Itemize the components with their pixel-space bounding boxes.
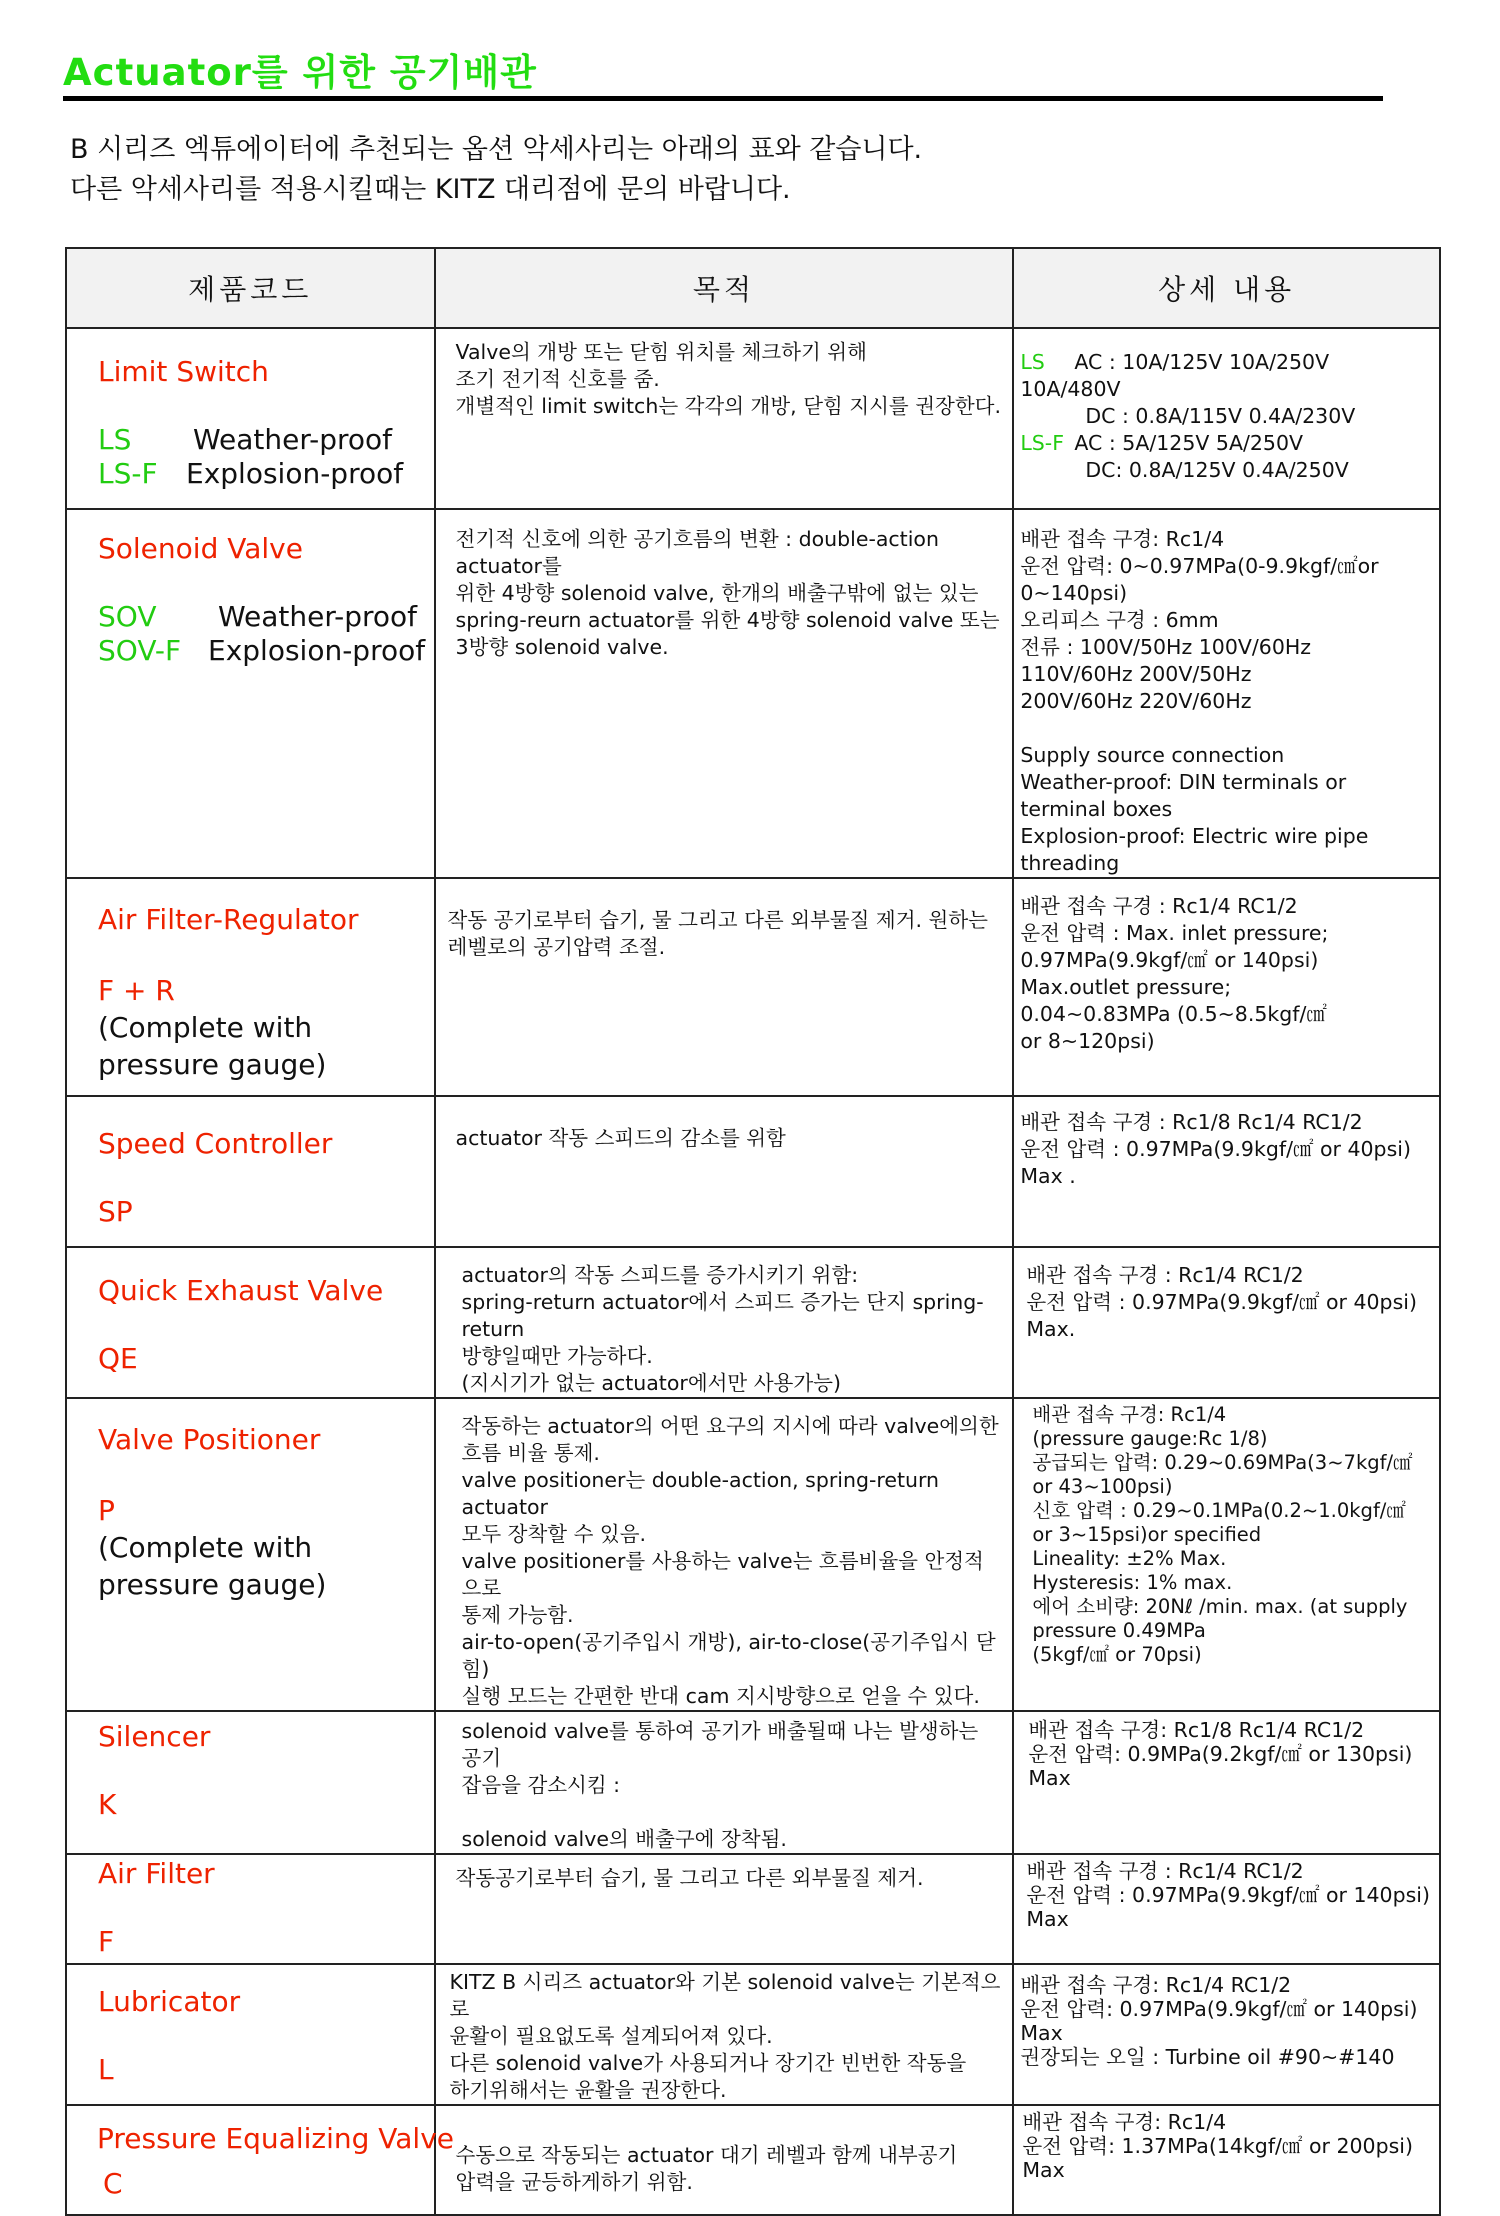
product-code: LS-F [98, 457, 158, 490]
product-name: Silencer [98, 1720, 211, 1753]
detail-line: DC : 0.8A/115V 0.4A/230V [1085, 404, 1356, 428]
product-code: C [103, 2167, 123, 2200]
detail-text: 배관 접속 구경 : Rc1/8 Rc1/4 RC1/2 운전 압력 : 0.97MPa(9.9kgf/㎠ or 40psi) Max . [1020, 1110, 1411, 1188]
detail-text: 배관 접속 구경: Rc1/4 운전 압력: 1.37MPa(14kgf/㎠ or 200psi) Max [1022, 2110, 1413, 2182]
product-type: Weather-proof [193, 423, 392, 456]
column-header-details: 상세 내용 [1013, 248, 1440, 328]
detail-cell [1013, 1964, 1440, 2105]
purpose-cell [435, 1711, 1014, 1854]
detail-text: 배관 접속 구경 : Rc1/4 RC1/2 운전 압력 : 0.97MPa(9.9kgf/㎠ or 40psi) Max. [1026, 1263, 1417, 1341]
product-code: K [98, 1788, 117, 1821]
purpose-text: Valve의 개방 또는 닫힘 위치를 체크하기 위해 조기 전기적 신호를 줌. 개별적인 limit switch는 각각의 개방, 닫힘 지시를 권장한다. [455, 340, 1001, 418]
detail-text: 배관 접속 구경 : Rc1/4 RC1/2 운전 압력 : 0.97MPa(9.9kgf/㎠ or 140psi) Max [1026, 1859, 1430, 1931]
detail-cell [1013, 2105, 1440, 2215]
purpose-text: 전기적 신호에 의한 공기흐름의 변환 : double-action actuator를 위한 4방향 solenoid valve, 한개의 배출구밖에 없는 있는 spring-reurn actuator를 위한 4방향 solenoid valve 또는 3방향 solenoid valve. [455, 527, 1000, 659]
purpose-text: 수동으로 작동되는 actuator 대기 레벨과 함께 내부공기 압력을 균등하게하기 위함. [455, 2143, 958, 2194]
table-row [66, 1964, 1440, 2105]
detail-line: AC : 5A/125V 5A/250V [1074, 431, 1304, 455]
product-name: Air Filter [98, 1857, 215, 1890]
table-row [66, 328, 1440, 509]
purpose-text: solenoid valve를 통하여 공기가 배출될때 나는 발생하는 공기 잡음을 감소시킴 : solenoid valve의 배출구에 장착됨. [461, 1719, 979, 1851]
table-row [66, 2105, 1440, 2215]
table-row [66, 1096, 1440, 1247]
purpose-cell [435, 1247, 1014, 1398]
product-cell [66, 1096, 435, 1247]
purpose-cell [435, 878, 1014, 1096]
product-note: pressure gauge) [98, 1048, 327, 1081]
detail-cell [1013, 328, 1440, 509]
detail-line: AC : 10A/125V 10A/250V 10A/480V [1020, 350, 1330, 401]
purpose-text: actuator의 작동 스피드를 증가시키기 위함: spring-return actuator에서 스피드 증가는 단지 spring-return 방향일때만 가능하다. (지시기가 없는 actuator에서만 사용가능) [461, 1263, 984, 1395]
title-divider [63, 96, 1383, 101]
purpose-cell [435, 1096, 1014, 1247]
purpose-text: 작동공기로부터 습기, 물 그리고 다른 외부물질 제거. [455, 1866, 924, 1890]
product-cell [66, 2105, 454, 2215]
product-name: Lubricator [98, 1985, 241, 2018]
product-cell [66, 328, 435, 509]
column-header-product-code: 제품코드 [66, 248, 435, 328]
product-name: Solenoid Valve [98, 532, 303, 565]
product-note: (Complete with [98, 1011, 313, 1044]
product-type: Explosion-proof [208, 634, 426, 667]
detail-cell [1013, 878, 1440, 1096]
product-cell [66, 1711, 435, 1854]
table-row [66, 1247, 1440, 1398]
detail-code: LS [1020, 350, 1045, 374]
product-note: pressure gauge) [98, 1568, 327, 1601]
detail-text: 배관 접속 구경 : Rc1/4 RC1/2 운전 압력 : Max. inlet pressure; 0.97MPa(9.9kgf/㎠ or 140psi) Max.outlet pressure; 0.04~0.83MPa (0.5~8.5kgf/㎠ or 8~120psi) [1020, 894, 1329, 1053]
column-header-purpose: 목적 [435, 248, 1014, 328]
detail-cell [1013, 1398, 1440, 1711]
table-row [66, 509, 1440, 878]
product-cell [66, 878, 435, 1096]
purpose-text: actuator 작동 스피드의 감소를 위함 [455, 1126, 786, 1150]
product-name: Valve Positioner [98, 1423, 321, 1456]
accessory-table [65, 247, 1441, 2216]
purpose-text: KITZ B 시리즈 actuator와 기본 solenoid valve는 기본적으로 윤활이 필요없도록 설계되어져 있다. 다른 solenoid valve가 사용되거나 장기간 빈번한 작동을 하기위해서는 윤활을 권장한다. [449, 1970, 1001, 2102]
product-type: Explosion-proof [186, 457, 404, 490]
detail-code: LS-F [1020, 431, 1064, 455]
product-cell [66, 1854, 435, 1964]
product-cell [66, 1398, 435, 1711]
page-title: Actuator를 위한 공기배관 [63, 51, 537, 94]
purpose-text: 작동하는 actuator의 어떤 요구의 지시에 따라 valve에의한 흐름 비율 통제. valve positioner는 double-action, spring-return actuator 모두 장착할 수 있음. valve positioner를 사용하는 valve는 흐름비율을 안정적으로 통제 가능함. air-to-open(공기주입시 개방), air-to-close(공기주입시 닫힘) 실행 모드는 간편한 반대 cam 지시방향으로 얻을 수 있다. [461, 1414, 999, 1708]
product-cell [66, 509, 435, 878]
product-name: Pressure Equalizing Valve [97, 2122, 454, 2155]
intro-line-2: 다른 악세사리를 적용시킬때는 KITZ 대리점에 문의 바랍니다. [70, 174, 791, 205]
product-code: F + R [98, 974, 175, 1007]
product-code: F [98, 1925, 115, 1958]
product-cell [66, 1247, 435, 1398]
purpose-cell [435, 509, 1014, 878]
product-note: (Complete with [98, 1531, 313, 1564]
detail-cell [1013, 1711, 1440, 1854]
detail-cell [1013, 1096, 1440, 1247]
purpose-cell [435, 1854, 1014, 1964]
intro-line-1: B 시리즈 엑튜에이터에 추천되는 옵션 악세사리는 아래의 표와 같습니다. [70, 134, 923, 165]
table-row [66, 1854, 1440, 1964]
product-code: LS [98, 423, 132, 456]
detail-text: 배관 접속 구경: Rc1/4 (pressure gauge:Rc 1/8) 공급되는 압력: 0.29~0.69MPa(3~7kgf/㎠ or 43~100psi) 신호 압력 : 0.29~0.1MPa(0.2~1.0kgf/㎠ or 3~15psi)or specified Lineality: ±2% Max. Hysteresis: 1% max. 에어 소비량: 20Nℓ /min. max. (at supply pressure 0.49MPa (5kgf/㎠ or 70psi) [1032, 1403, 1413, 1666]
product-name: Speed Controller [98, 1127, 333, 1160]
product-cell [66, 1964, 435, 2105]
product-code: SP [98, 1195, 133, 1228]
purpose-cell [435, 2105, 1014, 2215]
detail-text: 배관 접속 구경: Rc1/4 RC1/2 운전 압력: 0.97MPa(9.9kgf/㎠ or 140psi) Max 권장되는 오일 : Turbine oil #90~#140 [1020, 1973, 1418, 2069]
detail-text: 배관 접속 구경: Rc1/8 Rc1/4 RC1/2 운전 압력: 0.9MPa(9.2kgf/㎠ or 130psi) Max [1028, 1718, 1413, 1790]
product-code: SOV [98, 600, 157, 633]
product-code: SOV-F [98, 634, 182, 667]
table-row [66, 878, 1440, 1096]
intro-text [70, 130, 922, 210]
product-code: P [98, 1494, 115, 1527]
product-name: Limit Switch [98, 355, 269, 388]
table-row [66, 1711, 1440, 1854]
detail-cell [1013, 1854, 1440, 1964]
purpose-cell [435, 1964, 1014, 2105]
product-code: L [98, 2053, 114, 2086]
table-row [66, 1398, 1440, 1711]
product-name: Quick Exhaust Valve [98, 1274, 384, 1307]
purpose-cell [435, 1398, 1014, 1711]
product-name: Air Filter-Regulator [98, 903, 359, 936]
detail-cell [1013, 509, 1440, 878]
product-code: QE [98, 1342, 138, 1375]
detail-text: 배관 접속 구경: Rc1/4 운전 압력: 0~0.97MPa(0-9.9kgf/㎠or 0~140psi) 오리피스 구경 : 6mm 전류 : 100V/50Hz 100V/60Hz 110V/60Hz 200V/50Hz 200V/60Hz 220V/60Hz Supply source connection Weather-proof: DIN terminals or terminal boxes Explosion-proof: Electric wire pipe threading [1020, 527, 1379, 875]
purpose-text: 작동 공기로부터 습기, 물 그리고 다른 외부물질 제거. 원하는 레벨로의 공기압력 조절. [447, 908, 988, 959]
detail-cell [1013, 1247, 1440, 1398]
detail-line: DC: 0.8A/125V 0.4A/250V [1085, 458, 1349, 482]
product-type: Weather-proof [218, 600, 417, 633]
table-header-row [66, 248, 1440, 328]
purpose-cell [435, 328, 1014, 509]
